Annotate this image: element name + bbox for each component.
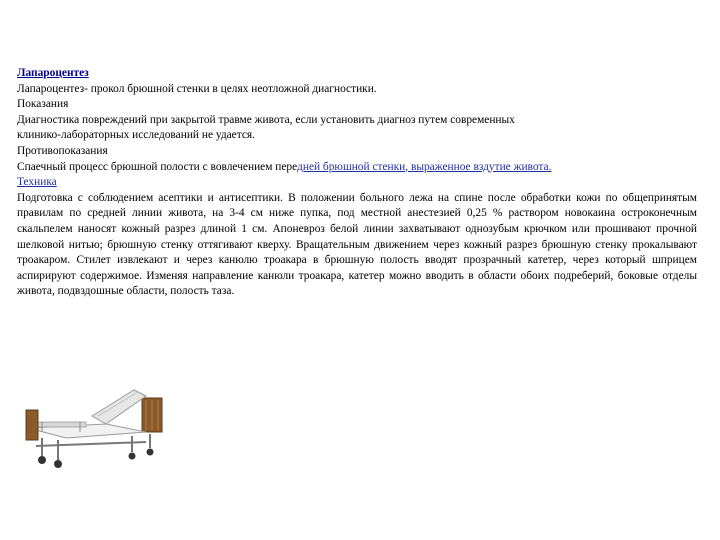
- technique-paragraph: [17, 191, 697, 300]
- indications-line-2: клинико-лабораторных исследований не удается.: [17, 129, 255, 142]
- definition-text: Лапароцентез- прокол брюшной стенки в целях неотложной диагностики.: [17, 82, 377, 95]
- contraindications-underlined: дней брюшной стенки, выраженное вздутие живота.: [297, 160, 552, 173]
- technique-heading: Техника: [17, 176, 57, 189]
- indications-heading: Показания: [17, 98, 69, 111]
- contraindications-text: [17, 160, 697, 176]
- hospital-bed-icon: [22, 376, 168, 470]
- technique-text: Подготовка с соблюдением асептики и антисептики. В положении больного лежа на спине после обработки кожи по общепринятым правилам по средней линии живота, на 3-4 см ниже пупка, под местной анестезией 0,25 % раствором новокаина остроконечным скальпелем наносят кожный разрез длиной 1 см. Апоневроз белой линии захватывают однозубым крючком или прошивают прочной шелковой нитью; брюшную стенку оттягивают кверху. Вращательным движением через кожный разрез брюшную стенку прокалывают троакаром. Стилет извлекают и через канюлю троакара в брюшную полость вводят прозрачный катетер, через который шприцем аспирируют содержимое. Изменяя направление канюли троакара, катетер можно вводить в области обоих подреберий, боковые отделы живота, подвздошные области, полость таза.: [17, 191, 697, 298]
- document-title: Лапароцентез: [17, 67, 89, 79]
- document-body: [17, 66, 697, 300]
- contraindications-plain: Спаечный процесс брюшной полости с вовлечением пере: [17, 160, 298, 173]
- contraindications-heading: Противопоказания: [17, 144, 108, 157]
- indications-line-1: Диагностика повреждений при закрытой травме живота, если установить диагноз путем современных: [17, 113, 515, 126]
